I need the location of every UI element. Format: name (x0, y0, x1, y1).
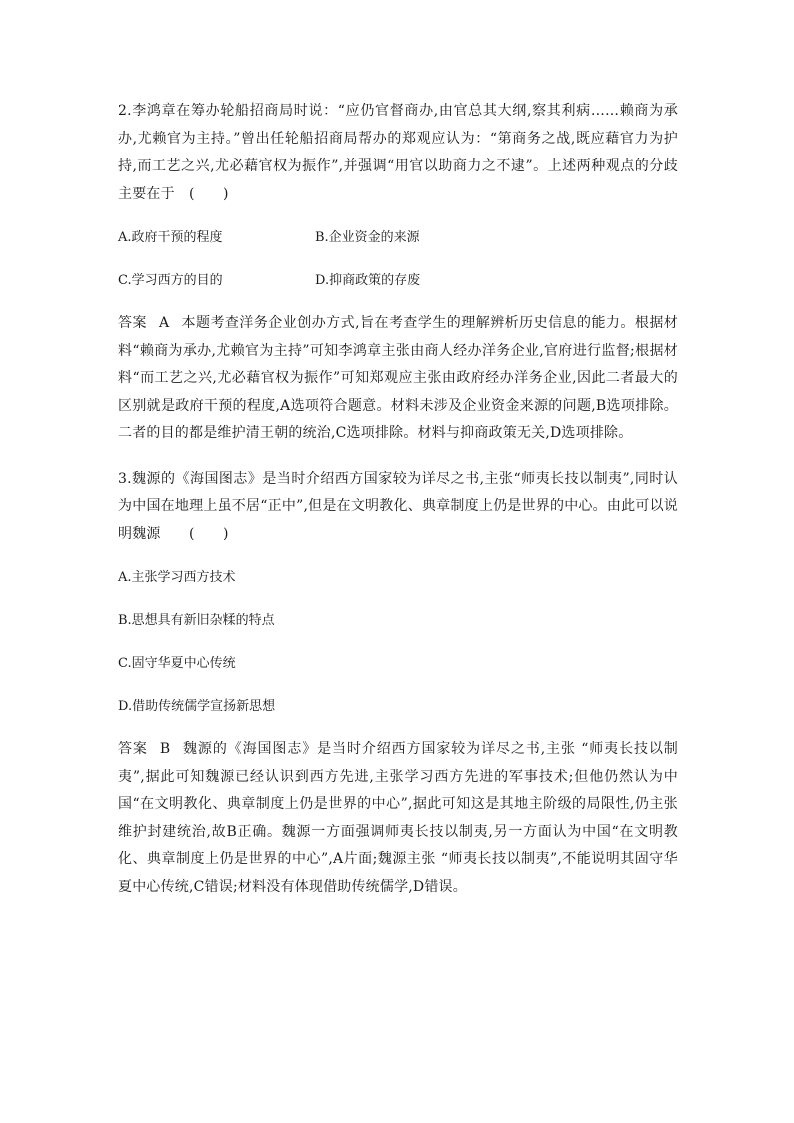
question-2-options-row-2 (118, 267, 678, 294)
document-page (118, 98, 678, 901)
answer-label: 答案 (118, 315, 147, 331)
question-3-stem: 3.魏源的《海国图志》是当时介绍西方国家较为详尽之书,主张“师夷长技以制夷”,同时认为中国在地理上虽不居“正中”,但是在文明教化、典章制度上仍是世界的中心。由此可以说明魏源 ( ) (118, 470, 678, 542)
question-2-options-row-1 (118, 224, 678, 251)
question-2-answer (118, 310, 678, 448)
question-3-option-d[interactable]: D.借助传统儒学宣扬新思想 (118, 699, 276, 714)
question-3-option-c[interactable]: C.固守华夏中心传统 (118, 656, 236, 671)
question-2-option-c[interactable]: C.学习西方的目的 (118, 273, 223, 288)
question-3-option-a[interactable]: A.主张学习西方技术 (118, 570, 236, 585)
answer-explanation: 本题考查洋务企业创办方式,旨在考查学生的理解辨析历史信息的能力。根据材料“赖商为承办,尤赖官为主持”可知李鸿章主张由商人经办洋务企业,官府进行监督;根据材料“而工艺之兴,尤必藉官权为振作”可知郑观应主张由政府经办洋务企业,因此二者最大的区别就是政府干预的程度,A选项符合题意。材料未涉及企业资金来源的问题,B选项排除。二者的目的都是维护清王朝的统治,C选项排除。材料与抑商政策无关,D选项排除。 (118, 315, 678, 441)
question-3-option-b[interactable]: B.思想具有新旧杂糅的特点 (118, 613, 275, 628)
answer-key: A (158, 315, 170, 331)
question-2-option-b[interactable]: B.企业资金的来源 (315, 230, 420, 245)
question-2-option-d[interactable]: D.抑商政策的存废 (315, 273, 421, 288)
question-2-option-a[interactable]: A.政府干预的程度 (118, 230, 223, 245)
answer-explanation: 魏源的《海国图志》是当时介绍西方国家较为详尽之书,主张 “师夷长技以制夷”,据此可知魏源已经认识到西方先进,主张学习西方先进的军事技术;但他仍然认为中国“在文明教化、典章制度上仍是世界的中心”,据此可知这是其地主阶级的局限性,仍主张维护封建统治,故B正确。魏源一方面强调师夷长技以制夷,另一方面认为中国“在文明教化、典章制度上仍是世界的中心”,A片面;魏源主张 “师夷长技以制夷”,不能说明其固守华夏中心传统,C错误;材料没有体现借助传统儒学,D错误。 (118, 741, 678, 895)
question-3-answer (118, 736, 678, 901)
answer-label: 答案 (118, 741, 148, 757)
question-2-stem: 2.李鸿章在筹办轮船招商局时说：“应仍官督商办,由官总其大纲,察其利病……赖商为承办,尤赖官为主持。”曾出任轮船招商局帮办的郑观应认为：“第商务之战,既应藉官力为护持,而工艺之兴,尤必藉官权为振作”,并强调“用官以助商力之不逮”。上述两种观点的分歧主要在于 ( ) (118, 103, 678, 202)
answer-key: B (159, 741, 171, 757)
